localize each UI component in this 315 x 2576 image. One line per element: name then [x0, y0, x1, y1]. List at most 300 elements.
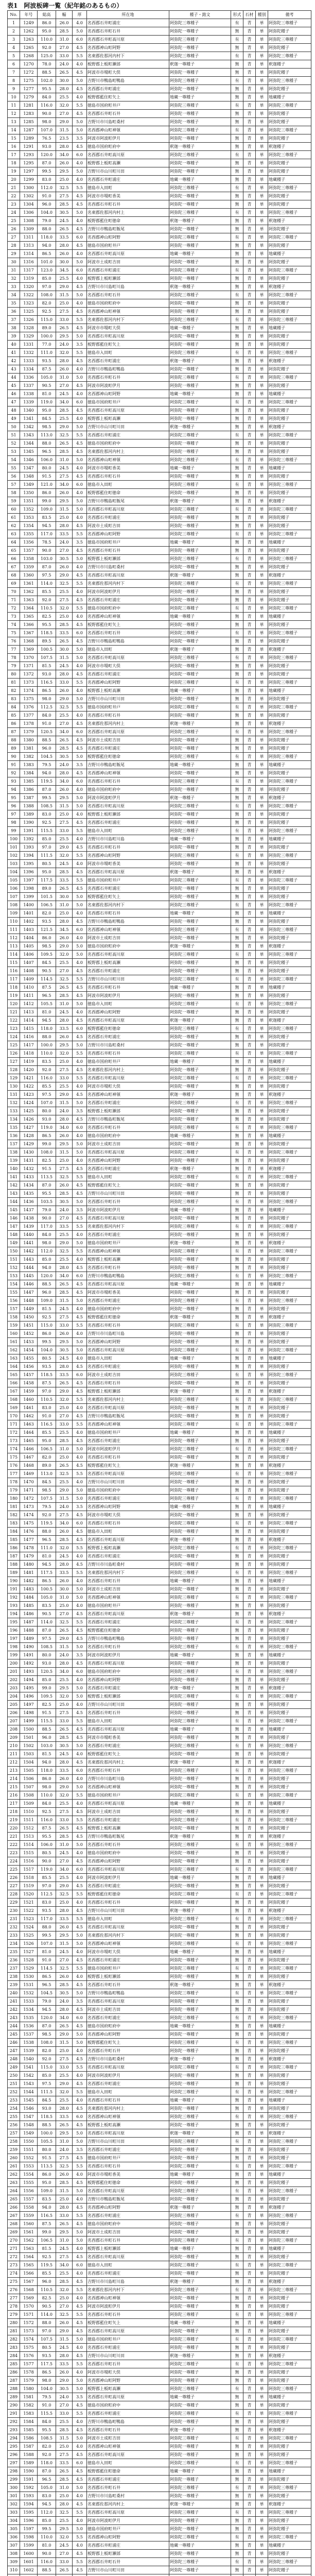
table-cell: 93.5: [38, 918, 56, 926]
table-cell: 170: [8, 1412, 20, 1420]
table-cell: 名西郡石井町石井: [87, 27, 169, 36]
table-cell: 25.0: [56, 176, 73, 184]
table-cell: 5.5: [73, 2360, 87, 2368]
table-cell: 名西郡神山町神領: [87, 1594, 169, 1602]
table-cell: 4.0: [73, 1429, 87, 1437]
table-row: [8, 522, 311, 530]
table-cell: 釈迦種子: [268, 2204, 311, 2212]
table-cell: 阿弥陀一尊種子: [169, 2476, 231, 2484]
table-cell: 青: [243, 852, 256, 860]
table-cell: 28.0: [56, 1659, 73, 1668]
table-cell: 阿弥陀三尊種子: [268, 1272, 311, 1280]
table-cell: 青: [243, 2566, 256, 2574]
table-cell: 93.5: [38, 2352, 56, 2360]
table-cell: 阿弥陀一尊種子: [169, 1775, 231, 1783]
table-cell: 名西郡石井町浦庄: [87, 1882, 169, 1890]
table-cell: 1376: [20, 703, 38, 711]
table-cell: 237: [8, 1964, 20, 1973]
table-cell: 無: [231, 1701, 243, 1709]
table-cell: 117.5: [38, 876, 56, 885]
table-cell: 1575: [20, 2344, 38, 2352]
table-cell: 単: [256, 225, 268, 233]
table-row: [8, 2393, 311, 2401]
table-cell: 無: [231, 2344, 243, 2352]
table-cell: 青: [243, 2261, 256, 2269]
table-cell: 無: [231, 1552, 243, 1561]
table-cell: 有: [231, 2063, 243, 2072]
table-cell: 221: [8, 1833, 20, 1841]
table-cell: 阿弥陀三尊種子: [169, 1519, 231, 1528]
table-cell: 32: [8, 275, 20, 283]
table-cell: 4.5: [73, 1626, 87, 1635]
table-cell: 17: [8, 151, 20, 159]
table-cell: 204: [8, 1692, 20, 1701]
table-cell: 無: [231, 835, 243, 843]
table-cell: 1451: [20, 1321, 38, 1330]
table-cell: 28.0: [56, 1115, 73, 1124]
table-cell: 単: [256, 1190, 268, 1198]
table-cell: 阿弥陀三尊種子: [169, 2236, 231, 2245]
table-cell: 阿弥陀三尊種子: [268, 291, 311, 299]
table-cell: 310: [8, 2566, 20, 2574]
table-row: [8, 769, 311, 777]
table-cell: 阿弥陀一尊種子: [169, 1626, 231, 1635]
table-cell: 4.5: [73, 2080, 87, 2088]
table-cell: 板野郡藍住町矢上: [87, 1181, 169, 1190]
table-cell: 92.0: [38, 2055, 56, 2063]
table-cell: 地蔵種子: [268, 1429, 311, 1437]
table-cell: 4.0: [73, 1973, 87, 1981]
table-cell: 26.5: [56, 637, 73, 646]
table-cell: 250: [8, 2072, 20, 2080]
table-cell: 無: [231, 1857, 243, 1866]
table-cell: 阿弥陀三尊種子: [169, 580, 231, 588]
table-cell: 1400: [20, 901, 38, 909]
table-cell: 4.5: [73, 769, 87, 777]
table-cell: 1536: [20, 2022, 38, 2030]
table-cell: 248: [8, 2055, 20, 2063]
table-cell: 無: [231, 769, 243, 777]
table-cell: 4.0: [73, 2492, 87, 2500]
table-cell: 25.5: [56, 1676, 73, 1684]
table-cell: 84.5: [38, 1478, 56, 1486]
table-cell: 単: [256, 1890, 268, 1899]
table-cell: 単: [256, 1346, 268, 1354]
table-cell: 4.5: [73, 885, 87, 893]
table-cell: 無: [231, 497, 243, 505]
table-cell: 無: [231, 176, 243, 184]
table-cell: 5.5: [73, 975, 87, 984]
table-cell: 板野郡藍住町矢上: [87, 1462, 169, 1470]
table-row: [8, 192, 311, 200]
table-cell: 80.0: [38, 2146, 56, 2154]
table-cell: 34.0: [56, 2261, 73, 2269]
table-cell: 4.5: [73, 2500, 87, 2509]
table-cell: 単: [256, 2138, 268, 2146]
table-cell: 徳島市入田町: [87, 1717, 169, 1725]
table-cell: 単: [256, 2187, 268, 2195]
table-cell: 地蔵一尊種子: [169, 176, 231, 184]
table-cell: 阿弥陀一尊種子: [169, 2517, 231, 2525]
table-cell: 阿弥陀種子: [268, 439, 311, 448]
table-cell: 単: [256, 1016, 268, 1025]
table-cell: 阿弥陀種子: [268, 2492, 311, 2500]
table-cell: 地蔵一尊種子: [169, 464, 231, 472]
table-cell: 93.0: [38, 1115, 56, 1124]
table-body: [8, 19, 311, 2576]
table-cell: 阿弥陀一尊種子: [169, 2302, 231, 2311]
table-cell: 1591: [20, 2476, 38, 2484]
table-row: [8, 406, 311, 415]
table-cell: 徳島市入田町: [87, 827, 169, 835]
table-cell: 5.0: [73, 1989, 87, 1997]
table-cell: 単: [256, 926, 268, 934]
table-cell: 1354: [20, 522, 38, 530]
table-cell: 93.5: [38, 357, 56, 365]
table-cell: 吉野川市川島町川島: [87, 1775, 169, 1783]
table-cell: 釈迦種子: [268, 1165, 311, 1173]
table-cell: 1339: [20, 398, 38, 406]
table-cell: 1531: [20, 1981, 38, 1989]
table-cell: 87.0: [38, 1626, 56, 1635]
table-cell: 106.5: [38, 1445, 56, 1453]
table-cell: 青: [243, 860, 256, 868]
table-row: [8, 1684, 311, 1692]
table-cell: 阿弥陀三尊種子: [169, 2162, 231, 2171]
table-row: [8, 2269, 311, 2278]
table-cell: 青: [243, 2006, 256, 2014]
table-cell: 26.5: [56, 225, 73, 233]
table-cell: 266: [8, 2204, 20, 2212]
table-cell: 5.0: [73, 1585, 87, 1594]
table-cell: 単: [256, 885, 268, 893]
table-cell: 98.5: [38, 1486, 56, 1495]
table-cell: 阿弥陀種子: [268, 110, 311, 118]
table-cell: 85.5: [38, 2269, 56, 2278]
table-cell: 阿弥陀三尊種子: [268, 2509, 311, 2517]
table-cell: 116.5: [38, 679, 56, 687]
table-cell: 青: [243, 1165, 256, 1173]
table-row: [8, 868, 311, 876]
table-row: [8, 266, 311, 275]
table-cell: 無: [231, 2072, 243, 2080]
table-row: [8, 1899, 311, 1907]
table-cell: 5.0: [73, 1643, 87, 1651]
table-cell: 釈迦一尊種子: [169, 1165, 231, 1173]
table-cell: 阿弥陀一尊種子: [169, 744, 231, 753]
table-cell: 26.0: [56, 1181, 73, 1190]
table-cell: 85.5: [38, 588, 56, 596]
table-cell: 82.0: [38, 909, 56, 918]
table-cell: 阿弥陀一尊種子: [169, 439, 231, 448]
table-cell: 阿弥陀種子: [268, 200, 311, 209]
table-cell: 207: [8, 1717, 20, 1725]
table-cell: 1285: [20, 118, 38, 126]
table-row: [8, 1165, 311, 1173]
table-row: [8, 2368, 311, 2377]
table-cell: 224: [8, 1857, 20, 1866]
table-cell: 6.0: [73, 481, 87, 489]
table-cell: 単: [256, 250, 268, 258]
table-cell: 板野郡上板町高瀬: [87, 1544, 169, 1552]
table-cell: 阿弥陀三尊種子: [268, 1025, 311, 1033]
table-cell: 25.0: [56, 909, 73, 918]
table-cell: 単: [256, 382, 268, 390]
table-row: [8, 2179, 311, 2187]
table-cell: 4.5: [73, 2550, 87, 2558]
table-row: [8, 2335, 311, 2344]
table-cell: 釈迦一尊種子: [169, 357, 231, 365]
table-cell: 単: [256, 2541, 268, 2550]
table-cell: 地蔵種子: [268, 1206, 311, 1214]
table-cell: 単: [256, 27, 268, 36]
table-cell: 単: [256, 852, 268, 860]
table-cell: 地蔵種子: [268, 1280, 311, 1289]
table-cell: 無: [231, 1528, 243, 1536]
table-cell: 5.0: [73, 893, 87, 901]
table-cell: 地蔵一尊種子: [169, 984, 231, 992]
table-cell: 青: [243, 1536, 256, 1544]
table-row: [8, 1973, 311, 1981]
table-cell: 有: [231, 852, 243, 860]
table-row: [8, 101, 311, 110]
table-cell: 5.0: [73, 901, 87, 909]
table-row: [8, 2055, 311, 2063]
table-cell: 111.5: [38, 852, 56, 860]
table-cell: 26.5: [56, 2121, 73, 2129]
table-cell: 1367: [20, 629, 38, 637]
table-cell: 1291: [20, 143, 38, 151]
table-cell: 青: [243, 2393, 256, 2401]
table-cell: 単: [256, 1973, 268, 1981]
table-cell: 阿弥陀種子: [268, 225, 311, 233]
table-cell: 97.0: [38, 1882, 56, 1890]
table-cell: 無: [231, 365, 243, 374]
table-cell: 4.0: [73, 250, 87, 258]
table-row: [8, 1099, 311, 1107]
table-cell: 地蔵一尊種子: [169, 1577, 231, 1585]
table-cell: 青: [243, 159, 256, 167]
table-cell: 青: [243, 1734, 256, 1742]
table-cell: 215: [8, 1783, 20, 1791]
table-cell: 24.0: [56, 60, 73, 69]
table-cell: 28.0: [56, 1016, 73, 1025]
table-cell: 無: [231, 60, 243, 69]
table-row: [8, 1371, 311, 1379]
table-cell: 210: [8, 1742, 20, 1750]
table-cell: 195: [8, 1618, 20, 1626]
table-row: [8, 1305, 311, 1313]
table-row: [8, 547, 311, 555]
table-cell: 阿弥陀一尊種子: [169, 1404, 231, 1412]
table-cell: 30.5: [56, 2385, 73, 2393]
table-cell: 阿弥陀三尊種子: [268, 233, 311, 242]
table-cell: 29.0: [56, 1486, 73, 1495]
table-cell: 1579: [20, 2377, 38, 2385]
table-row: [8, 1659, 311, 1668]
table-cell: 無: [231, 1956, 243, 1964]
table-cell: 阿弥陀三尊種子: [268, 126, 311, 134]
table-row: [8, 2525, 311, 2533]
table-cell: 名西郡石井町高川原: [87, 2451, 169, 2459]
table-cell: 無: [231, 2179, 243, 2187]
table-cell: 青: [243, 1239, 256, 1247]
table-cell: 106: [8, 885, 20, 893]
table-cell: 1500: [20, 1725, 38, 1734]
table-cell: 267: [8, 2212, 20, 2220]
table-cell: 単: [256, 398, 268, 406]
table-cell: 青: [243, 200, 256, 209]
table-cell: 有: [231, 184, 243, 192]
table-cell: 29.5: [56, 1684, 73, 1692]
table-cell: 1338: [20, 390, 38, 398]
table-cell: 92.5: [38, 819, 56, 827]
table-cell: 青: [243, 646, 256, 654]
table-cell: 5.0: [73, 1338, 87, 1346]
table-cell: 阿弥陀種子: [268, 332, 311, 341]
table-cell: 吉野川市山川町川田: [87, 695, 169, 703]
table-cell: 4.5: [73, 448, 87, 456]
table-cell: 阿弥陀種子: [268, 1190, 311, 1198]
table-cell: 1503: [20, 1750, 38, 1758]
table-cell: 単: [256, 1552, 268, 1561]
table-cell: 114.0: [38, 2311, 56, 2319]
table-cell: 地蔵種子: [268, 687, 311, 695]
table-row: [8, 860, 311, 868]
table-cell: 青: [243, 1973, 256, 1981]
table-cell: 24.5: [56, 2344, 73, 2352]
table-cell: 62: [8, 522, 20, 530]
table-row: [8, 1635, 311, 1643]
table-cell: 1403: [20, 926, 38, 934]
table-cell: 阿波市市場町大俣: [87, 1082, 169, 1091]
table-cell: 阿弥陀三尊種子: [169, 101, 231, 110]
table-cell: 4.5: [73, 85, 87, 93]
table-cell: 阿弥陀一尊種子: [169, 2179, 231, 2187]
table-row: [8, 167, 311, 176]
table-cell: 99.0: [38, 1684, 56, 1692]
table-row: [8, 36, 311, 44]
table-cell: 87.0: [38, 563, 56, 571]
table-cell: 1361: [20, 580, 38, 588]
table-cell: 32.5: [56, 1470, 73, 1478]
table-cell: 単: [256, 1536, 268, 1544]
table-cell: 阿弥陀種子: [268, 1923, 311, 1931]
table-cell: 1473: [20, 1503, 38, 1511]
table-cell: 85.0: [38, 1256, 56, 1264]
table-cell: 単: [256, 233, 268, 242]
table-cell: 名東郡佐那河内村下: [87, 316, 169, 324]
table-cell: 阿弥陀種子: [268, 308, 311, 316]
table-cell: 4.5: [73, 472, 87, 481]
table-cell: [20, 2574, 38, 2576]
table-cell: 名西郡石井町高川原: [87, 250, 169, 258]
table-cell: 3.5: [73, 1651, 87, 1659]
table-cell: 阿弥陀三尊種子: [268, 349, 311, 357]
table-cell: 42: [8, 357, 20, 365]
table-cell: 1537: [20, 2030, 38, 2039]
table-cell: 阿弥陀種子: [268, 1602, 311, 1610]
table-cell: 徳島市国府町府中: [87, 143, 169, 151]
table-cell: 34: [8, 291, 20, 299]
table-cell: 阿弥陀種子: [268, 134, 311, 143]
table-cell: 阿弥陀種子: [268, 918, 311, 926]
table-cell: 吉野川市川島町川島: [87, 835, 169, 843]
table-cell: 青: [243, 1849, 256, 1857]
table-cell: 無: [231, 448, 243, 456]
table-cell: 104.0: [38, 2385, 56, 2393]
table-cell: 単: [256, 1610, 268, 1618]
table-cell: 板野郡上板町瀬部: [87, 275, 169, 283]
table-cell: 徳島市入田町: [87, 481, 169, 489]
table-cell: 単: [256, 1791, 268, 1800]
table-cell: 1571: [20, 2311, 38, 2319]
table-cell: 無: [231, 1338, 243, 1346]
table-cell: 単: [256, 596, 268, 604]
table-cell: 釈迦種子: [268, 283, 311, 291]
table-row: [8, 1420, 311, 1429]
table-cell: 青: [243, 1676, 256, 1684]
table-row: [8, 1594, 311, 1602]
table-cell: 5.0: [73, 1742, 87, 1750]
table-cell: 13: [8, 118, 20, 126]
table-cell: 有: [231, 1816, 243, 1824]
table-cell: 28.0: [56, 1363, 73, 1371]
table-cell: 名西郡神山町神領: [87, 2113, 169, 2121]
table-cell: 5.5: [73, 316, 87, 324]
table-cell: 板野郡上板町瀬部: [87, 2550, 169, 2558]
table-cell: 1580: [20, 2385, 38, 2393]
table-cell: 1340: [20, 406, 38, 415]
table-cell: 25.0: [56, 1157, 73, 1165]
table-row: [8, 2377, 311, 2385]
table-cell: 青: [243, 703, 256, 711]
table-cell: 33.5: [56, 1569, 73, 1577]
table-cell: 220: [8, 1824, 20, 1833]
table-cell: 117.0: [38, 1223, 56, 1231]
table-cell: 27.0: [56, 1857, 73, 1866]
table-cell: 30.0: [56, 1585, 73, 1594]
table-cell: 阿弥陀三尊種子: [268, 2335, 311, 2344]
table-row: [8, 687, 311, 695]
table-row: [8, 1528, 311, 1536]
table-row: [8, 1478, 311, 1486]
table-cell: 86.5: [38, 250, 56, 258]
table-cell: 青: [243, 843, 256, 852]
table-cell: 単: [256, 1989, 268, 1997]
table-cell: 釈迦種子: [268, 1833, 311, 1841]
table-cell: 単: [256, 93, 268, 101]
table-cell: 279: [8, 2311, 20, 2319]
table-cell: 青: [243, 786, 256, 794]
table-row: [8, 85, 311, 93]
table-row: [8, 324, 311, 332]
table-cell: 86.5: [38, 687, 56, 695]
table-cell: 青: [243, 547, 256, 555]
table-cell: 釈迦種子: [268, 2352, 311, 2360]
table-cell: 199: [8, 1651, 20, 1659]
header-cell: 種子・銘文: [169, 11, 231, 19]
table-cell: 1426: [20, 1115, 38, 1124]
table-cell: 26.0: [56, 1577, 73, 1585]
table-cell: 単: [256, 1379, 268, 1387]
table-cell: 阿弥陀三尊種子: [268, 77, 311, 85]
table-cell: 単: [256, 1041, 268, 1049]
table-cell: 青: [243, 2327, 256, 2335]
table-cell: 1351: [20, 497, 38, 505]
table-cell: 1523: [20, 1915, 38, 1923]
table-cell: 阿弥陀種子: [268, 547, 311, 555]
